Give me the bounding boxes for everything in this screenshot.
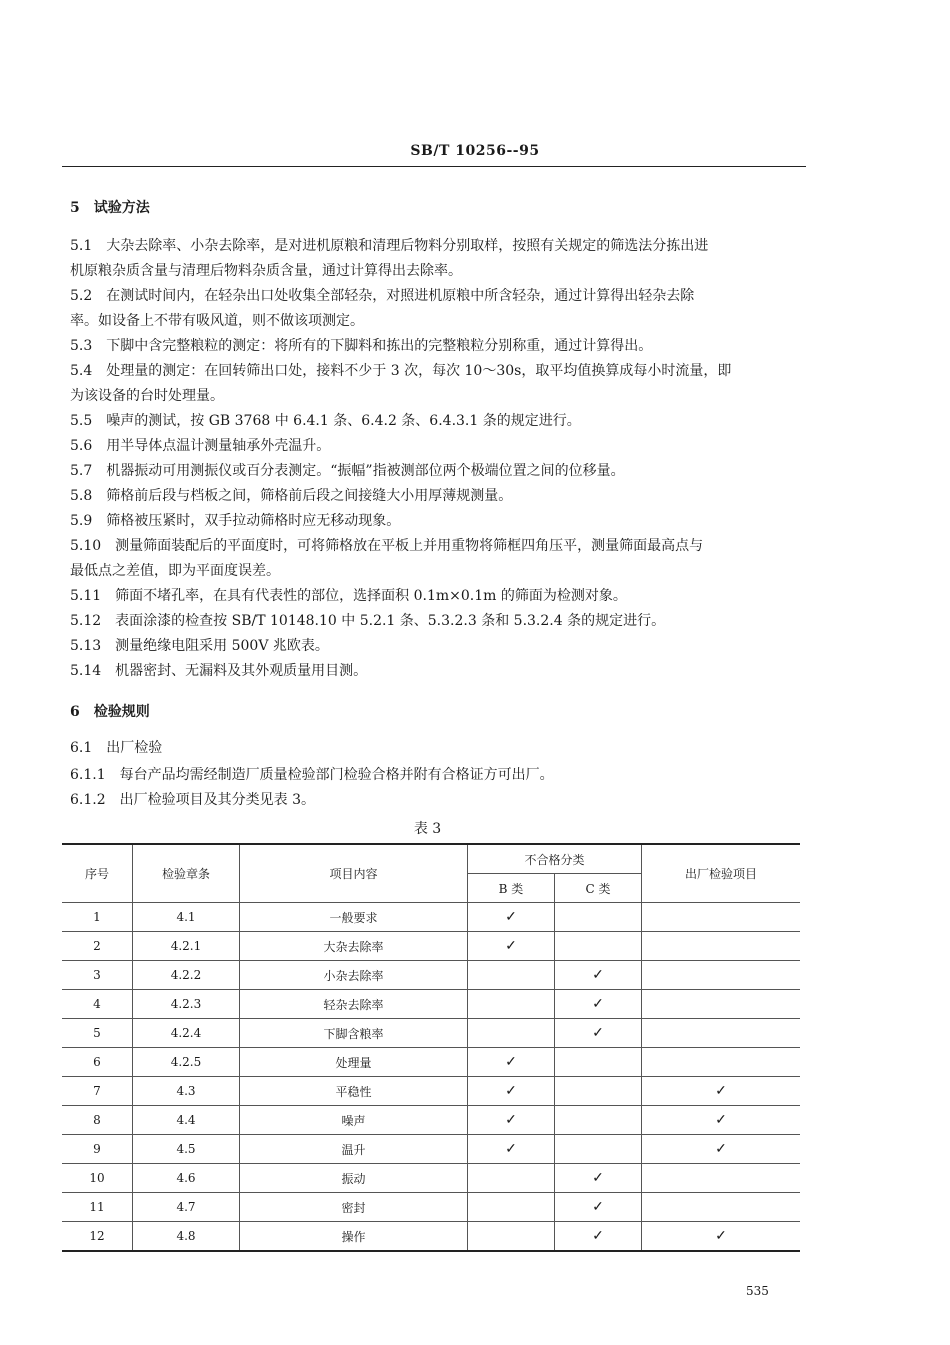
cell-class-b — [468, 1222, 555, 1252]
cell-seq: 6 — [62, 1048, 133, 1077]
paragraph-line — [70, 336, 652, 356]
paragraph-line — [70, 486, 512, 506]
cell-class-b — [468, 1164, 555, 1193]
check-mark-icon: ✓ — [592, 996, 604, 1012]
clause-number: 5.11 — [70, 588, 102, 604]
check-mark-icon: ✓ — [505, 938, 517, 954]
clause-text: 处理量的测定：在回转筛出口处，接料不少于 3 次，每次 10～30s，取平均值换算成每小时流量，即 — [106, 363, 732, 379]
paragraph-line — [70, 261, 462, 281]
cell-clause: 4.5 — [133, 1135, 240, 1164]
cell-clause: 4.2.3 — [133, 990, 240, 1019]
check-mark-icon: ✓ — [505, 1054, 517, 1070]
cell-class-c — [555, 1193, 642, 1222]
cell-seq: 1 — [62, 903, 133, 932]
table-row — [62, 903, 800, 932]
clause-number: 5.9 — [70, 513, 93, 529]
check-mark-icon: ✓ — [592, 1228, 604, 1244]
cell-clause: 4.1 — [133, 903, 240, 932]
cell-clause: 4.2.5 — [133, 1048, 240, 1077]
header-nonconform: 不合格分类 — [468, 844, 642, 874]
clause-number: 6.1.2 — [70, 792, 106, 808]
clause-text: 筛格前后段与档板之间，筛格前后段之间接缝大小用厚薄规测量。 — [106, 488, 513, 504]
cell-seq: 7 — [62, 1077, 133, 1106]
table-row — [62, 1222, 800, 1252]
cell-seq: 2 — [62, 932, 133, 961]
clause-text: 筛格被压紧时，双手拉动筛格时应无移动现象。 — [106, 513, 401, 529]
cell-item: 小杂去除率 — [240, 961, 468, 990]
cell-class-c — [555, 1106, 642, 1135]
table-row — [62, 1077, 800, 1106]
section-5-heading: 5 试验方法 — [70, 200, 150, 216]
check-mark-icon: ✓ — [592, 1025, 604, 1041]
header-class-b: B 类 — [468, 874, 555, 903]
cell-clause: 4.2.4 — [133, 1019, 240, 1048]
cell-factory — [642, 961, 801, 990]
cell-class-c — [555, 1048, 642, 1077]
cell-factory — [642, 1019, 801, 1048]
clause-number: 6.1 — [70, 740, 93, 756]
cell-class-b — [468, 1193, 555, 1222]
cell-class-c — [555, 1019, 642, 1048]
cell-item: 处理量 — [240, 1048, 468, 1077]
inspection-table — [62, 843, 800, 1252]
check-mark-icon: ✓ — [592, 1170, 604, 1186]
cell-item: 大杂去除率 — [240, 932, 468, 961]
cell-class-b — [468, 990, 555, 1019]
cell-class-c — [555, 1164, 642, 1193]
clause-text: 率。如设备上不带有吸风道，则不做该项测定。 — [70, 313, 364, 329]
clause-text: 为该设备的台时处理量。 — [70, 388, 224, 404]
paragraph-line — [70, 361, 731, 381]
check-mark-icon: ✓ — [715, 1141, 727, 1157]
paragraph-line — [70, 586, 627, 606]
paragraph-line — [70, 461, 625, 481]
cell-item: 温升 — [240, 1135, 468, 1164]
cell-clause: 4.2.1 — [133, 932, 240, 961]
cell-factory — [642, 1048, 801, 1077]
paragraph-line — [70, 738, 162, 758]
cell-seq: 8 — [62, 1106, 133, 1135]
cell-class-c — [555, 961, 642, 990]
table-row — [62, 1048, 800, 1077]
cell-class-b — [468, 1135, 555, 1164]
table-row — [62, 1106, 800, 1135]
table-row — [62, 990, 800, 1019]
paragraph-line — [70, 765, 554, 785]
header-class-c: C 类 — [555, 874, 642, 903]
table-row — [62, 1164, 800, 1193]
cell-factory — [642, 903, 801, 932]
check-mark-icon: ✓ — [715, 1083, 727, 1099]
cell-class-b — [468, 932, 555, 961]
table-body — [62, 903, 800, 1252]
clause-number: 6.1.1 — [70, 767, 106, 783]
check-mark-icon: ✓ — [715, 1228, 727, 1244]
cell-seq: 4 — [62, 990, 133, 1019]
table-row — [62, 1135, 800, 1164]
check-mark-icon: ✓ — [715, 1112, 727, 1128]
table-caption: 表 3 — [413, 821, 442, 837]
cell-class-c — [555, 1222, 642, 1252]
cell-factory — [642, 1135, 801, 1164]
table-row — [62, 1019, 800, 1048]
cell-clause: 4.7 — [133, 1193, 240, 1222]
cell-item: 操作 — [240, 1222, 468, 1252]
clause-text: 筛面不堵孔率，在具有代表性的部位，选择面积 0.1m×0.1m 的筛面为检测对象。 — [115, 588, 627, 604]
clause-text: 出厂检验 — [106, 740, 163, 756]
cell-seq: 12 — [62, 1222, 133, 1252]
header-item: 项目内容 — [240, 844, 468, 903]
check-mark-icon: ✓ — [505, 1112, 517, 1128]
cell-factory — [642, 932, 801, 961]
paragraph-line — [70, 790, 315, 810]
cell-clause: 4.2.2 — [133, 961, 240, 990]
cell-class-c — [555, 990, 642, 1019]
clause-number: 5.1 — [70, 238, 93, 254]
cell-clause: 4.4 — [133, 1106, 240, 1135]
paragraph-line — [70, 236, 708, 256]
cell-item: 下脚含粮率 — [240, 1019, 468, 1048]
check-mark-icon: ✓ — [592, 967, 604, 983]
cell-class-c — [555, 1135, 642, 1164]
cell-class-c — [555, 903, 642, 932]
clause-text: 出厂检验项目及其分类见表 3。 — [119, 792, 315, 808]
table-row — [62, 1193, 800, 1222]
cell-seq: 11 — [62, 1193, 133, 1222]
cell-class-b — [468, 1019, 555, 1048]
clause-number: 5.14 — [70, 663, 102, 679]
clause-number: 5.2 — [70, 288, 93, 304]
clause-number: 5.13 — [70, 638, 102, 654]
cell-seq: 3 — [62, 961, 133, 990]
cell-clause: 4.8 — [133, 1222, 240, 1252]
cell-factory — [642, 1222, 801, 1252]
paragraph-line — [70, 611, 665, 631]
clause-number: 5.7 — [70, 463, 93, 479]
clause-number: 5.6 — [70, 438, 93, 454]
cell-seq: 10 — [62, 1164, 133, 1193]
clause-text: 机器振动可用测振仪或百分表测定。“振幅”指被测部位两个极端位置之间的位移量。 — [106, 463, 625, 479]
paragraph-line — [70, 536, 703, 556]
cell-clause: 4.3 — [133, 1077, 240, 1106]
clause-number: 5.4 — [70, 363, 93, 379]
clause-number: 5.8 — [70, 488, 93, 504]
cell-item: 振动 — [240, 1164, 468, 1193]
check-mark-icon: ✓ — [505, 1141, 517, 1157]
header-factory: 出厂检验项目 — [642, 844, 801, 903]
cell-factory — [642, 1164, 801, 1193]
cell-item: 轻杂去除率 — [240, 990, 468, 1019]
header-clause: 检验章条 — [133, 844, 240, 903]
paragraph-line — [70, 436, 330, 456]
cell-seq: 9 — [62, 1135, 133, 1164]
paragraph-line — [70, 286, 694, 306]
cell-class-c — [555, 1077, 642, 1106]
check-mark-icon: ✓ — [505, 1083, 517, 1099]
cell-item: 密封 — [240, 1193, 468, 1222]
document-header: SB/T 10256--95 — [410, 143, 540, 159]
clause-text: 最低点之差值，即为平面度误差。 — [70, 563, 280, 579]
header-rule — [62, 166, 806, 167]
clause-text: 大杂去除率、小杂去除率，是对进机原粮和清理后物料分别取样，按照有关规定的筛选法分拣出进 — [106, 238, 709, 254]
clause-number: 5.5 — [70, 413, 93, 429]
clause-text: 表面涂漆的检查按 SB/T 10148.10 中 5.2.1 条、5.3.2.3 条和 5.3.2.4 条的规定进行。 — [115, 613, 666, 629]
cell-class-c — [555, 932, 642, 961]
paragraph-line — [70, 511, 400, 531]
paragraph-line — [70, 661, 367, 681]
table-row — [62, 932, 800, 961]
cell-item: 一般要求 — [240, 903, 468, 932]
clause-text: 机原粮杂质含量与清理后物料杂质含量，通过计算得出去除率。 — [70, 263, 462, 279]
table-row — [62, 961, 800, 990]
check-mark-icon: ✓ — [592, 1199, 604, 1215]
clause-text: 每台产品均需经制造厂质量检验部门检验合格并附有合格证方可出厂。 — [119, 767, 554, 783]
clause-number: 5.3 — [70, 338, 93, 354]
paragraph-line — [70, 311, 364, 331]
cell-seq: 5 — [62, 1019, 133, 1048]
cell-factory — [642, 1077, 801, 1106]
cell-clause: 4.6 — [133, 1164, 240, 1193]
clause-text: 噪声的测试，按 GB 3768 中 6.4.1 条、6.4.2 条、6.4.3.1 条的规定进行。 — [106, 413, 581, 429]
cell-class-b — [468, 903, 555, 932]
cell-factory — [642, 1193, 801, 1222]
cell-factory — [642, 1106, 801, 1135]
cell-class-b — [468, 1048, 555, 1077]
check-mark-icon: ✓ — [505, 909, 517, 925]
cell-class-b — [468, 1077, 555, 1106]
cell-item: 平稳性 — [240, 1077, 468, 1106]
clause-number: 5.12 — [70, 613, 102, 629]
paragraph-line — [70, 386, 224, 406]
paragraph-line — [70, 561, 280, 581]
clause-text: 测量筛面装配后的平面度时，可将筛格放在平板上并用重物将筛框四角压平，测量筛面最高点与 — [115, 538, 704, 554]
cell-item: 噪声 — [240, 1106, 468, 1135]
clause-text: 下脚中含完整粮粒的测定：将所有的下脚料和拣出的完整粮粒分别称重，通过计算得出。 — [106, 338, 653, 354]
clause-text: 用半导体点温计测量轴承外壳温升。 — [106, 438, 331, 454]
cell-factory — [642, 990, 801, 1019]
clause-text: 测量绝缘电阻采用 500V 兆欧表。 — [115, 638, 329, 654]
clause-text: 在测试时间内，在轻杂出口处收集全部轻杂，对照进机原粮中所含轻杂，通过计算得出轻杂去除 — [106, 288, 695, 304]
paragraph-line — [70, 411, 581, 431]
header-seq: 序号 — [62, 844, 133, 903]
section-6-heading: 6 检验规则 — [70, 704, 150, 720]
paragraph-line — [70, 636, 329, 656]
clause-text: 机器密封、无漏料及其外观质量用目测。 — [115, 663, 368, 679]
clause-number: 5.10 — [70, 538, 102, 554]
page-number: 535 — [746, 1284, 769, 1298]
cell-class-b — [468, 961, 555, 990]
cell-class-b — [468, 1106, 555, 1135]
